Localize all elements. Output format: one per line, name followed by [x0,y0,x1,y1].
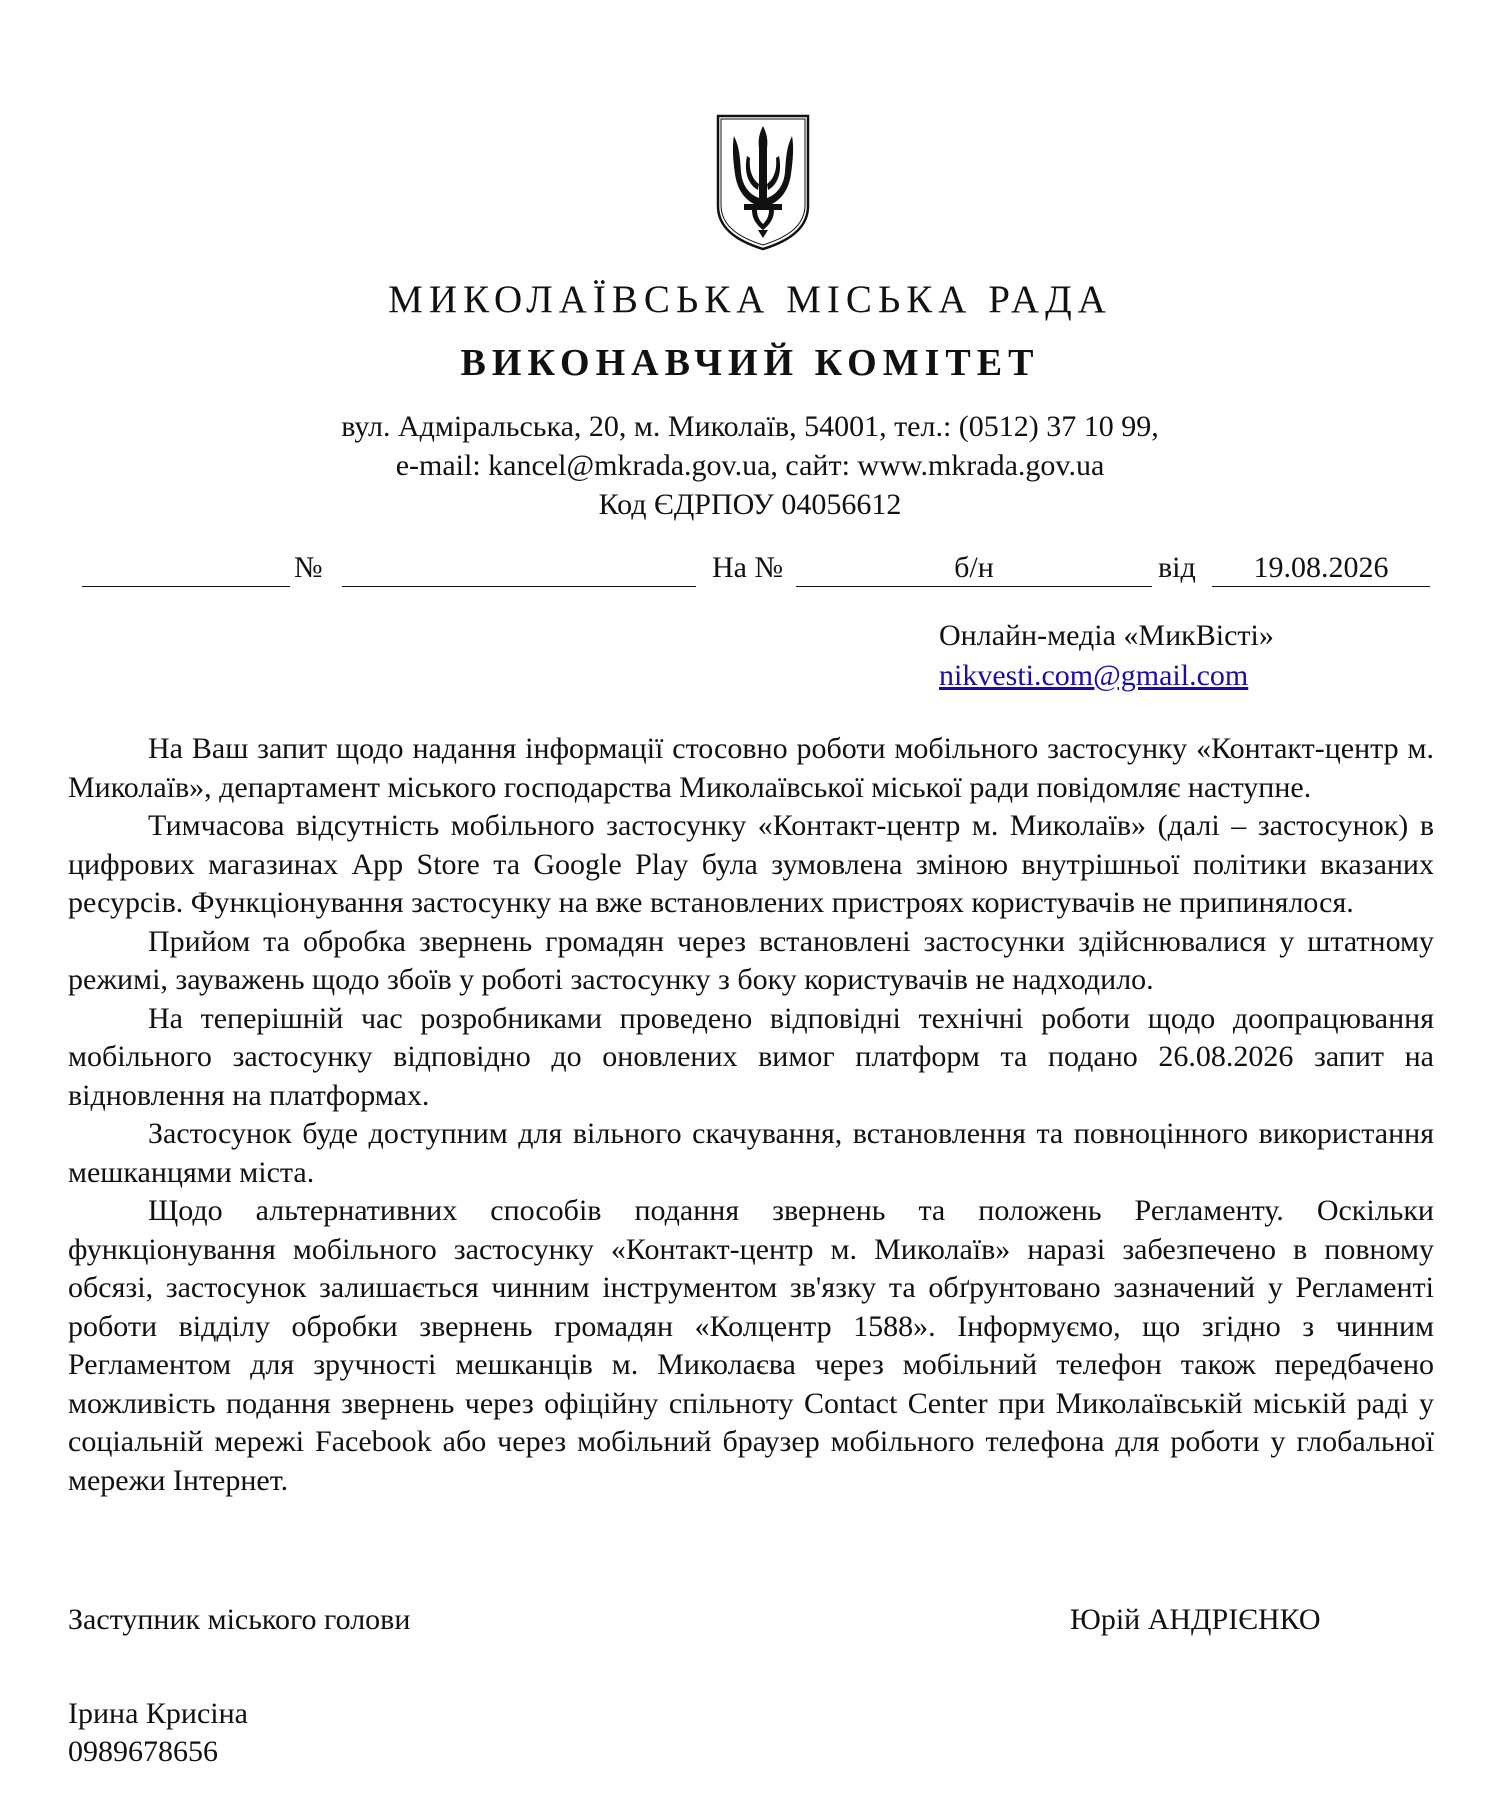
paragraph: Тимчасова відсутність мобільного застосунку «Контакт-центр м. Миколаїв» (далі – застосунок) в цифрових магазинах App Store та Google Play була зумовлена зміною внутрішньої політики вказаних ресурсів. Функціонування застосунку на вже встановлених пристроях користувачів не припинялося. [68,809,1434,919]
registration-line [0,548,1500,588]
recipient-block [939,616,1274,696]
organization-name: МИКОЛАЇВСЬКА МІСЬКА РАДА [388,278,1112,321]
document-date: 19.08.2026 [1253,551,1389,584]
paragraph: Застосунок буде доступним для вільного скачування, встановлення та повноцінного використання мешканцями міста. [68,1117,1434,1189]
executor-name: Ірина Крисіна [68,1697,248,1730]
trident-coat-of-arms-icon [714,112,812,252]
recipient-name: Онлайн-медіа «МикВісті» [939,619,1274,652]
outgoing-number-blank [342,586,696,587]
outgoing-date-blank [82,586,290,587]
organization-subdivision: ВИКОНАВЧИЙ КОМІТЕТ [460,342,1040,384]
contact-line: e-mail: kancel@mkrada.gov.ua, сайт: www.mkrada.gov.ua [395,449,1105,482]
registry-code: Код ЄДРПОУ 04056612 [598,488,902,521]
letter-body [68,730,1434,1500]
number-label: № [294,551,323,584]
paragraph: На теперішній час розробниками проведено відповідні технічні роботи щодо доопрацювання мобільного застосунку відповідно до оновлених вимог платформ та подано 26.08.2026 запит на відновлення на платформах. [68,1001,1434,1112]
executor-contact [68,1695,248,1771]
address-line: вул. Адміральська, 20, м. Миколаїв, 54001, тел.: (0512) 37 10 99, [341,410,1159,443]
paragraph: Щодо альтернативних способів подання звернень та положень Регламенту. Оскільки функціонування мобільного застосунку «Контакт-центр м. Миколаїв» наразі забезпечено в повному обсязі, застосунок залишається чинним інструментом зв'язку та обґрунтовано зазначений у Регламенті роботи відділу обробки звернень громадян «Колцентр 1588». Інформуємо, що згідно з чинним Регламентом для зручності мешканців м. Миколаєва через мобільний телефон також передбачено можливість подання звернень через офіційну спільноту Contact Center при Миколаївській міській раді у соціальній мережі Facebook або через мобільний браузер мобільного телефона для роботи у глобальної мережи Інтернет. [68,1194,1434,1497]
recipient-email-link[interactable]: nikvesti.com@gmail.com [939,659,1249,692]
reply-number: б/н [954,551,994,584]
reply-to-label: На № [712,551,784,584]
paragraph: Прийом та обробка звернень громадян через встановлені застосунки здійснювалися у штатному режимі, зауважень щодо збоїв у роботі застосунку з боку користувачів не надходило. [68,924,1434,996]
signatory-name: Юрій АНДРІЄНКО [1070,1603,1321,1636]
paragraph: На Ваш запит щодо надання інформації стосовно роботи мобільного застосунку «Контакт-центр м. Миколаїв», департамент міського господарства Миколаївської міської ради повідомляє наступне. [68,732,1434,804]
signatory-position: Заступник міського голови [68,1603,411,1636]
date-label: від [1158,551,1196,584]
executor-phone: 0989678656 [68,1735,218,1768]
